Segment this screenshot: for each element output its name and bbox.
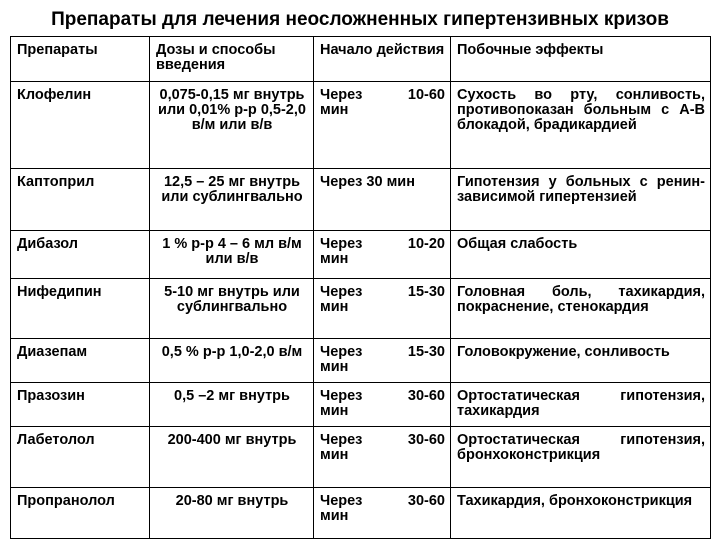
onset-word: Через	[320, 236, 363, 252]
dose-cell: 20-80 мг внутрь	[150, 488, 314, 539]
drug-name-cell: Лабетолол	[11, 427, 150, 488]
table-header-row	[11, 37, 711, 82]
table-row	[11, 82, 711, 169]
onset-word: Через	[320, 87, 363, 103]
onset-line	[320, 389, 445, 404]
onset-unit: мин	[320, 299, 349, 315]
drug-name-cell: Диазепам	[11, 339, 150, 383]
onset-word: Через	[320, 284, 363, 300]
onset-value: 30-60	[407, 493, 445, 509]
side-effects-cell: Головокружение, сонливость	[451, 339, 711, 383]
onset-cell	[314, 82, 451, 169]
dose-cell: 12,5 – 25 мг внутрь или сублингвально	[150, 169, 314, 231]
onset-line	[320, 175, 445, 190]
onset-line	[320, 237, 445, 252]
table-row	[11, 383, 711, 427]
onset-word: Через 30 мин	[320, 174, 415, 190]
onset-unit: мин	[320, 102, 349, 118]
onset-unit: мин	[320, 251, 349, 267]
table-row	[11, 339, 711, 383]
onset-cell	[314, 488, 451, 539]
onset-cell	[314, 339, 451, 383]
table-row	[11, 427, 711, 488]
onset-line	[320, 494, 445, 509]
page-title: Препараты для лечения неосложненных гипертензивных кризов	[51, 9, 669, 30]
onset-value: 10-60	[407, 87, 445, 103]
table-row	[11, 231, 711, 279]
onset-value: 30-60	[407, 388, 445, 404]
dose-cell: 200-400 мг внутрь	[150, 427, 314, 488]
onset-cell	[314, 231, 451, 279]
onset-unit: мин	[320, 359, 349, 375]
onset-cell	[314, 169, 451, 231]
onset-word: Через	[320, 388, 363, 404]
onset-word: Через	[320, 493, 363, 509]
side-effects-cell: Тахикардия, бронхоконстрикция	[451, 488, 711, 539]
side-effects-cell: Ортостатическая гипотензия, тахикардия	[451, 383, 711, 427]
onset-unit: мин	[320, 508, 349, 524]
header-dose: Дозы и способы введения	[150, 37, 314, 82]
onset-unit: мин	[320, 447, 349, 463]
table-row	[11, 279, 711, 339]
drug-table	[10, 36, 711, 539]
onset-value: 15-30	[407, 344, 445, 360]
onset-word: Через	[320, 344, 363, 360]
header-onset: Начало действия	[314, 37, 451, 82]
side-effects-cell: Гипотензия у больных с ренин-зависимой гипертензией	[451, 169, 711, 231]
drug-name-cell: Пропранолол	[11, 488, 150, 539]
onset-value: 15-30	[407, 284, 445, 300]
drug-name-cell: Клофелин	[11, 82, 150, 169]
header-side-effects: Побочные эффекты	[451, 37, 711, 82]
side-effects-cell: Ортостатическая гипотензия, бронхоконстрикция	[451, 427, 711, 488]
drug-name-cell: Каптоприл	[11, 169, 150, 231]
table-row	[11, 169, 711, 231]
onset-unit: мин	[320, 403, 349, 419]
onset-line	[320, 345, 445, 360]
header-drug: Препараты	[11, 37, 150, 82]
onset-value: 10-20	[407, 236, 445, 252]
side-effects-cell: Общая слабость	[451, 231, 711, 279]
onset-cell	[314, 279, 451, 339]
dose-cell: 5-10 мг внутрь или сублингвально	[150, 279, 314, 339]
onset-line	[320, 433, 445, 448]
drug-name-cell: Нифедипин	[11, 279, 150, 339]
dose-cell: 0,075-0,15 мг внутрь или 0,01% р-р 0,5-2,0 в/м или в/в	[150, 82, 314, 169]
onset-cell	[314, 383, 451, 427]
side-effects-cell: Головная боль, тахикардия, покраснение, стенокардия	[451, 279, 711, 339]
dose-cell: 1 % р-р 4 – 6 мл в/м или в/в	[150, 231, 314, 279]
drug-name-cell: Празозин	[11, 383, 150, 427]
onset-word: Через	[320, 432, 363, 448]
dose-cell: 0,5 –2 мг внутрь	[150, 383, 314, 427]
onset-value: 30-60	[407, 432, 445, 448]
dose-cell: 0,5 % р-р 1,0-2,0 в/м	[150, 339, 314, 383]
onset-line	[320, 88, 445, 103]
onset-cell	[314, 427, 451, 488]
onset-line	[320, 285, 445, 300]
table-row	[11, 488, 711, 539]
side-effects-cell: Сухость во рту, сонливость, противопоказан больным с А-В блокадой, брадикардией	[451, 82, 711, 169]
drug-name-cell: Дибазол	[11, 231, 150, 279]
